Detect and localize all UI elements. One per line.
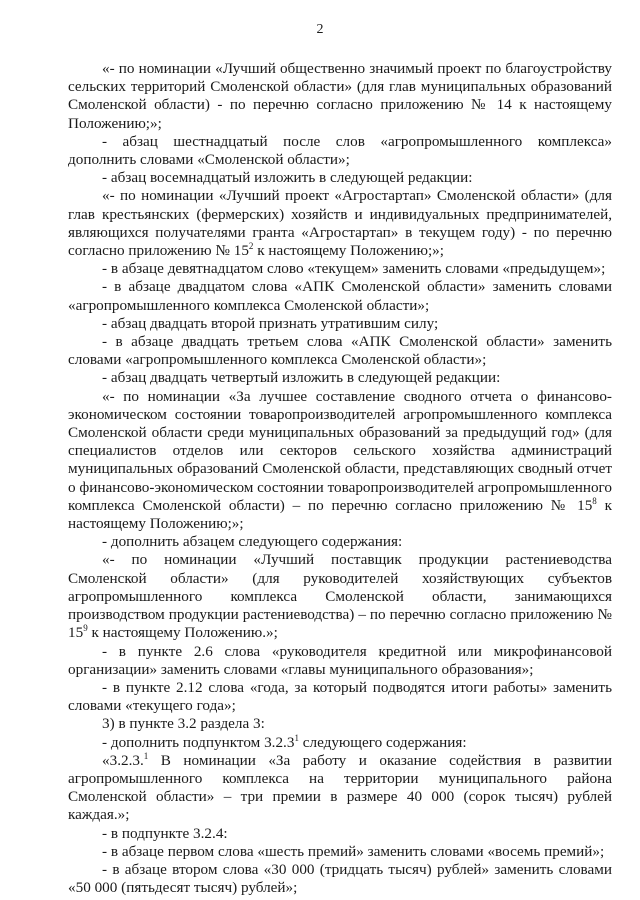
paragraph <box>68 734 612 752</box>
paragraph <box>68 315 612 333</box>
text-run: - в абзаце первом слова «шесть премий» заменить словами «восемь премий»; <box>102 842 605 860</box>
paragraph <box>68 679 612 715</box>
text-run: «- по номинации «За лучшее составление сводного отчета о финансово-экономическом состоянии товаропроизводителей агропромышленного комплекса Смоленской области среди муниципальных образований за предыдущий год» (для специалистов отделов или секторов сельского хозяйства администраций муниципальных образований Смоленской области, представляющих сводный отчет о финансово-экономическом состоянии товаропроизводителей агропромышленного комплекса Смоленской области) – по перечню согласно приложению № 15 <box>68 387 612 514</box>
paragraph <box>68 551 612 642</box>
document-body <box>68 60 612 897</box>
text-run: «- по номинации «Лучший проект «Агростартап» Смоленской области» (для глав крестьянских (фермерских) хозяйств и индивидуальных предпринимателей, являющихся получателями гранта «Агростартап» в текущем году) - по перечню согласно приложению № 15 <box>68 187 612 260</box>
paragraph <box>68 187 612 260</box>
paragraph <box>68 861 612 897</box>
text-run: следующего содержания: <box>298 733 467 751</box>
paragraph <box>68 333 612 369</box>
text-run: - в абзаце втором слова «30 000 (тридцать тысяч) рублей» заменить словами «50 000 (пятьдесят тысяч) рублей»; <box>68 860 612 897</box>
paragraph <box>68 533 612 551</box>
paragraph <box>68 825 612 843</box>
text-run: «3.2.3. <box>102 751 144 769</box>
text-run: к настоящему Положению;»; <box>253 242 444 260</box>
superscript: 9 <box>83 623 88 634</box>
paragraph <box>68 843 612 861</box>
text-run: - абзац двадцать второй признать утратившим силу; <box>102 314 439 332</box>
text-run: - в подпункте 3.2.4: <box>102 824 228 842</box>
text-run: В номинации «За работу и оказание содействия в развитии агропромышленного комплекса на территории муниципального района Смоленской области» – три премии в размере 40 000 (сорок тысяч) рублей каждая.»; <box>68 751 612 824</box>
superscript: 2 <box>248 240 254 251</box>
superscript: 1 <box>143 750 149 761</box>
text-run: - абзац двадцать четвертый изложить в следующей редакции: <box>102 369 501 387</box>
paragraph <box>68 60 612 133</box>
paragraph <box>68 388 612 534</box>
text-run: - в пункте 2.6 слова «руководителя кредитной или микрофинансовой организации» заменить словами «главы муниципального образования»; <box>68 642 612 678</box>
paragraph <box>68 260 612 278</box>
text-run: 3) в пункте 3.2 раздела 3: <box>102 715 265 733</box>
text-run: - в абзаце девятнадцатом слово «текущем» заменить словами «предыдущем»; <box>102 260 606 278</box>
paragraph <box>68 643 612 679</box>
paragraph <box>68 715 612 733</box>
text-run: - дополнить подпунктом 3.2.3 <box>102 733 295 751</box>
superscript: 8 <box>592 495 597 506</box>
paragraph <box>68 278 612 314</box>
text-run: «- по номинации «Лучший общественно значимый проект по благоустройству сельских территорий Смоленской области» (для глав муниципальных образований Смоленской области) - по перечню согласно приложению № 14 к настоящему Положению;»; <box>68 60 612 132</box>
text-run: к настоящему Положению.»; <box>87 624 278 642</box>
text-run: - в абзаце двадцать третьем слова «АПК Смоленской области» заменить словами «агропромышленного комплекса Смоленской области»; <box>68 333 612 369</box>
text-run: «- по номинации «Лучший поставщик продукции растениеводства Смоленской области» (для руководителей хозяйствующих субъектов агропромышленного комплекса Смоленской области, занимающихся производством продукции растениеводства) – по перечню согласно приложению № 15 <box>68 551 612 642</box>
paragraph <box>68 752 612 825</box>
paragraph <box>68 169 612 187</box>
text-run: - абзац шестнадцатый после слов «агропромышленного комплекса» дополнить словами «Смоленской области»; <box>68 132 612 169</box>
text-run: - дополнить абзацем следующего содержания: <box>102 533 403 551</box>
text-run: к настоящему Положению;»; <box>68 496 612 533</box>
text-run: - в абзаце двадцатом слова «АПК Смоленской области» заменить словами «агропромышленного комплекса Смоленской области»; <box>68 278 612 314</box>
text-run: - абзац восемнадцатый изложить в следующей редакции: <box>102 169 473 187</box>
page-number: 2 <box>316 22 324 37</box>
paragraph <box>68 369 612 387</box>
paragraph <box>68 133 612 169</box>
text-run: - в пункте 2.12 слова «года, за который подводятся итоги работы» заменить словами «текущего года»; <box>68 678 612 715</box>
superscript: 1 <box>294 732 299 743</box>
